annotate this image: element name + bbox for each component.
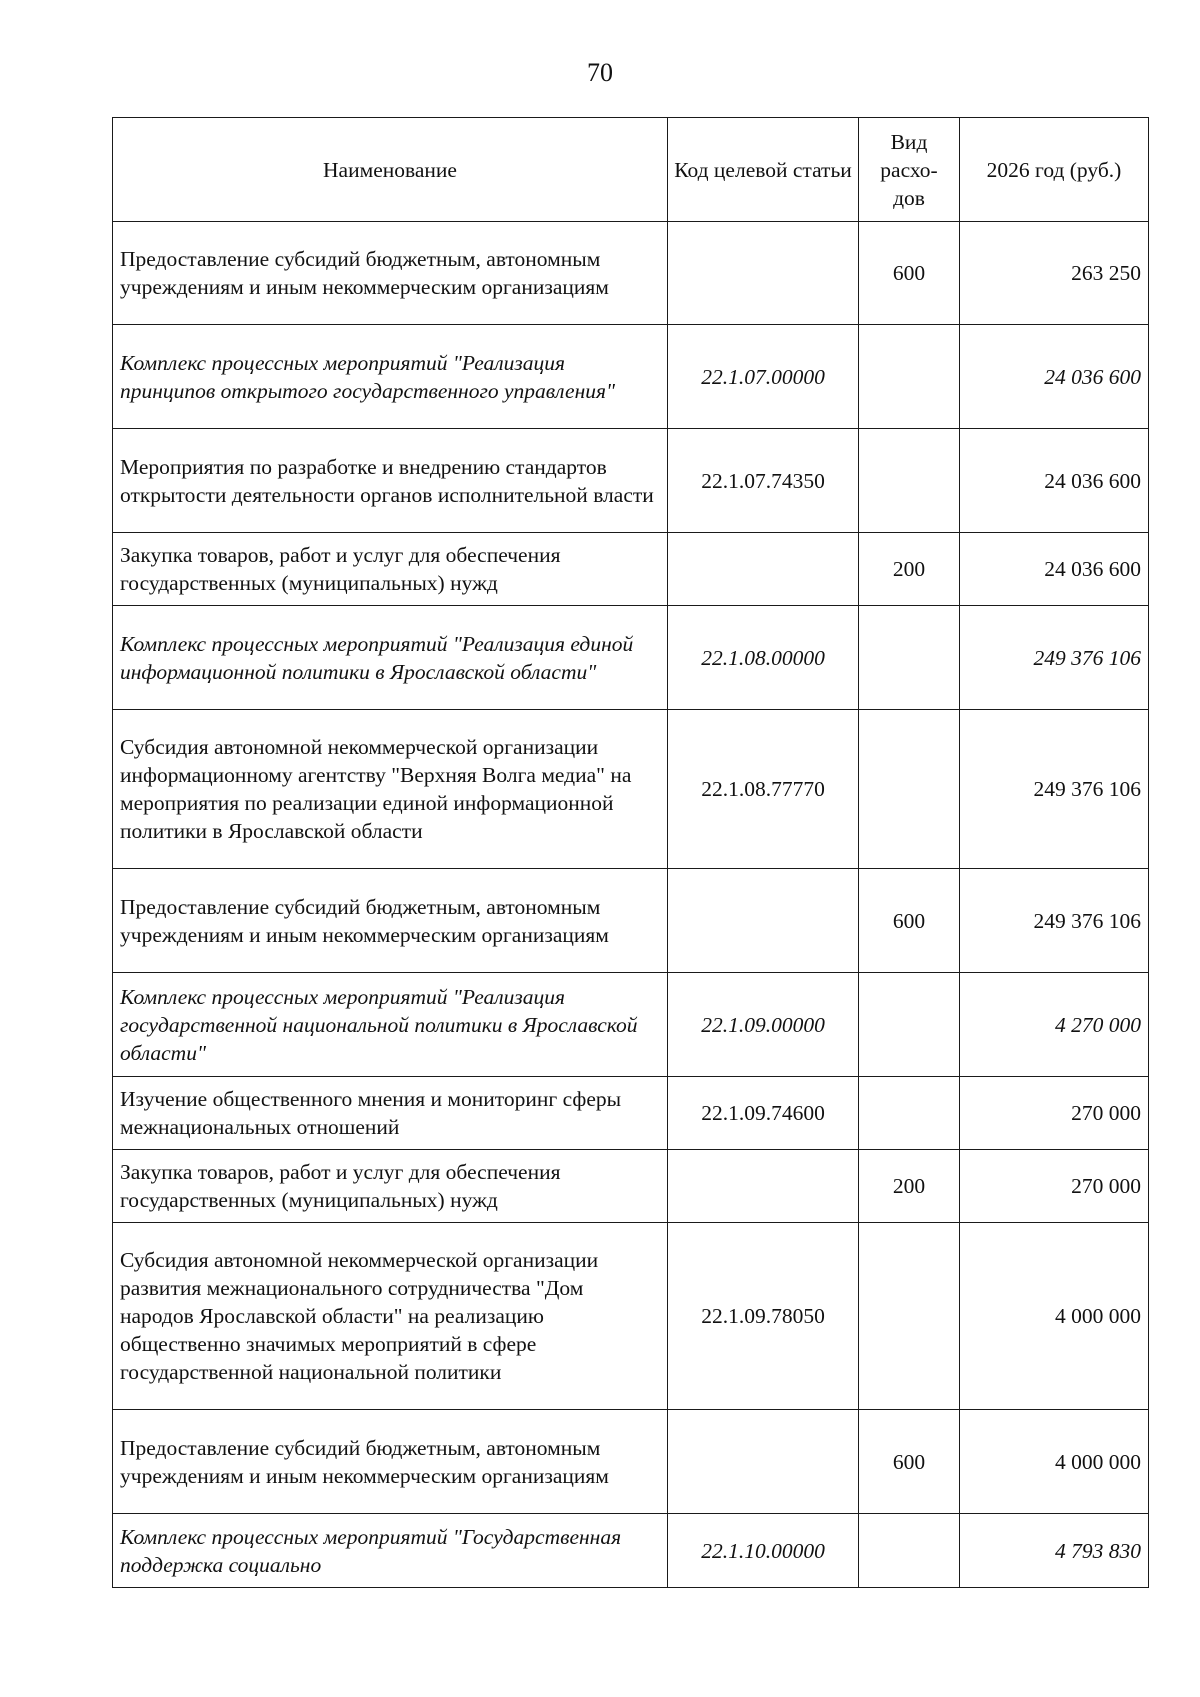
row-kind-cell <box>859 325 960 429</box>
header-code: Код целевой статьи <box>668 118 859 222</box>
row-name-cell: Мероприятия по разработке и внедрению стандартов открытости деятельности органов исполнительной власти <box>113 429 668 533</box>
row-amount-cell: 270 000 <box>960 1077 1149 1150</box>
row-kind-cell: 600 <box>859 869 960 973</box>
row-kind-cell: 200 <box>859 533 960 606</box>
table-row <box>113 222 1149 325</box>
table-row <box>113 1150 1149 1223</box>
row-amount-cell: 249 376 106 <box>960 869 1149 973</box>
row-amount-cell: 4 000 000 <box>960 1410 1149 1514</box>
row-name-cell: Закупка товаров, работ и услуг для обеспечения государственных (муниципальных) нужд <box>113 1150 668 1223</box>
row-amount-cell: 4 270 000 <box>960 973 1149 1077</box>
table-header-row <box>113 118 1149 222</box>
row-amount-cell: 263 250 <box>960 222 1149 325</box>
row-code-cell <box>668 222 859 325</box>
table-row <box>113 606 1149 710</box>
row-name-cell: Закупка товаров, работ и услуг для обеспечения государственных (муниципальных) нужд <box>113 533 668 606</box>
budget-table <box>112 117 1149 1588</box>
row-name-cell: Комплекс процессных мероприятий "Реализация государственной национальной политики в Ярославской области" <box>113 973 668 1077</box>
table-row <box>113 429 1149 533</box>
table-body <box>113 222 1149 1588</box>
row-amount-cell: 24 036 600 <box>960 325 1149 429</box>
row-code-cell: 22.1.09.78050 <box>668 1223 859 1410</box>
row-name-cell: Комплекс процессных мероприятий "Государственная поддержка социально <box>113 1514 668 1588</box>
header-kind: Вид расхо-дов <box>859 118 960 222</box>
row-name-cell: Предоставление субсидий бюджетным, автономным учреждениям и иным некоммерческим организациям <box>113 869 668 973</box>
row-code-cell: 22.1.08.00000 <box>668 606 859 710</box>
row-kind-cell <box>859 1077 960 1150</box>
row-name-cell: Комплекс процессных мероприятий "Реализация единой информационной политики в Ярославской области" <box>113 606 668 710</box>
row-code-cell: 22.1.08.77770 <box>668 710 859 869</box>
row-kind-cell <box>859 973 960 1077</box>
header-amount: 2026 год (руб.) <box>960 118 1149 222</box>
row-name-cell: Предоставление субсидий бюджетным, автономным учреждениям и иным некоммерческим организациям <box>113 222 668 325</box>
row-name-cell: Субсидия автономной некоммерческой организации информационному агентству "Верхняя Волга медиа" на мероприятия по реализации единой информационной политики в Ярославской области <box>113 710 668 869</box>
row-kind-cell <box>859 1223 960 1410</box>
header-name: Наименование <box>113 118 668 222</box>
row-name-cell: Субсидия автономной некоммерческой организации развития межнационального сотрудничества "Дом народов Ярославской области" на реализацию общественно значимых мероприятий в сфере государственной национальной политики <box>113 1223 668 1410</box>
table-row <box>113 1077 1149 1150</box>
table-row <box>113 325 1149 429</box>
row-code-cell: 22.1.07.00000 <box>668 325 859 429</box>
row-code-cell <box>668 533 859 606</box>
row-amount-cell: 249 376 106 <box>960 710 1149 869</box>
row-name-cell: Изучение общественного мнения и мониторинг сферы межнациональных отношений <box>113 1077 668 1150</box>
table-row <box>113 1223 1149 1410</box>
row-kind-cell <box>859 606 960 710</box>
row-amount-cell: 4 000 000 <box>960 1223 1149 1410</box>
table-row <box>113 869 1149 973</box>
table-row <box>113 710 1149 869</box>
row-kind-cell: 600 <box>859 222 960 325</box>
table-row <box>113 1410 1149 1514</box>
row-code-cell <box>668 1150 859 1223</box>
row-kind-cell <box>859 710 960 869</box>
row-amount-cell: 249 376 106 <box>960 606 1149 710</box>
row-code-cell: 22.1.09.00000 <box>668 973 859 1077</box>
page-number: 70 <box>587 58 613 87</box>
table-row <box>113 973 1149 1077</box>
row-kind-cell <box>859 429 960 533</box>
row-amount-cell: 24 036 600 <box>960 533 1149 606</box>
row-code-cell <box>668 1410 859 1514</box>
row-kind-cell: 200 <box>859 1150 960 1223</box>
row-code-cell: 22.1.10.00000 <box>668 1514 859 1588</box>
row-name-cell: Предоставление субсидий бюджетным, автономным учреждениям и иным некоммерческим организациям <box>113 1410 668 1514</box>
row-kind-cell <box>859 1514 960 1588</box>
row-amount-cell: 4 793 830 <box>960 1514 1149 1588</box>
row-code-cell <box>668 869 859 973</box>
table-row <box>113 533 1149 606</box>
row-code-cell: 22.1.09.74600 <box>668 1077 859 1150</box>
row-kind-cell: 600 <box>859 1410 960 1514</box>
row-amount-cell: 270 000 <box>960 1150 1149 1223</box>
row-amount-cell: 24 036 600 <box>960 429 1149 533</box>
row-code-cell: 22.1.07.74350 <box>668 429 859 533</box>
table-row <box>113 1514 1149 1588</box>
row-name-cell: Комплекс процессных мероприятий "Реализация принципов открытого государственного управления" <box>113 325 668 429</box>
